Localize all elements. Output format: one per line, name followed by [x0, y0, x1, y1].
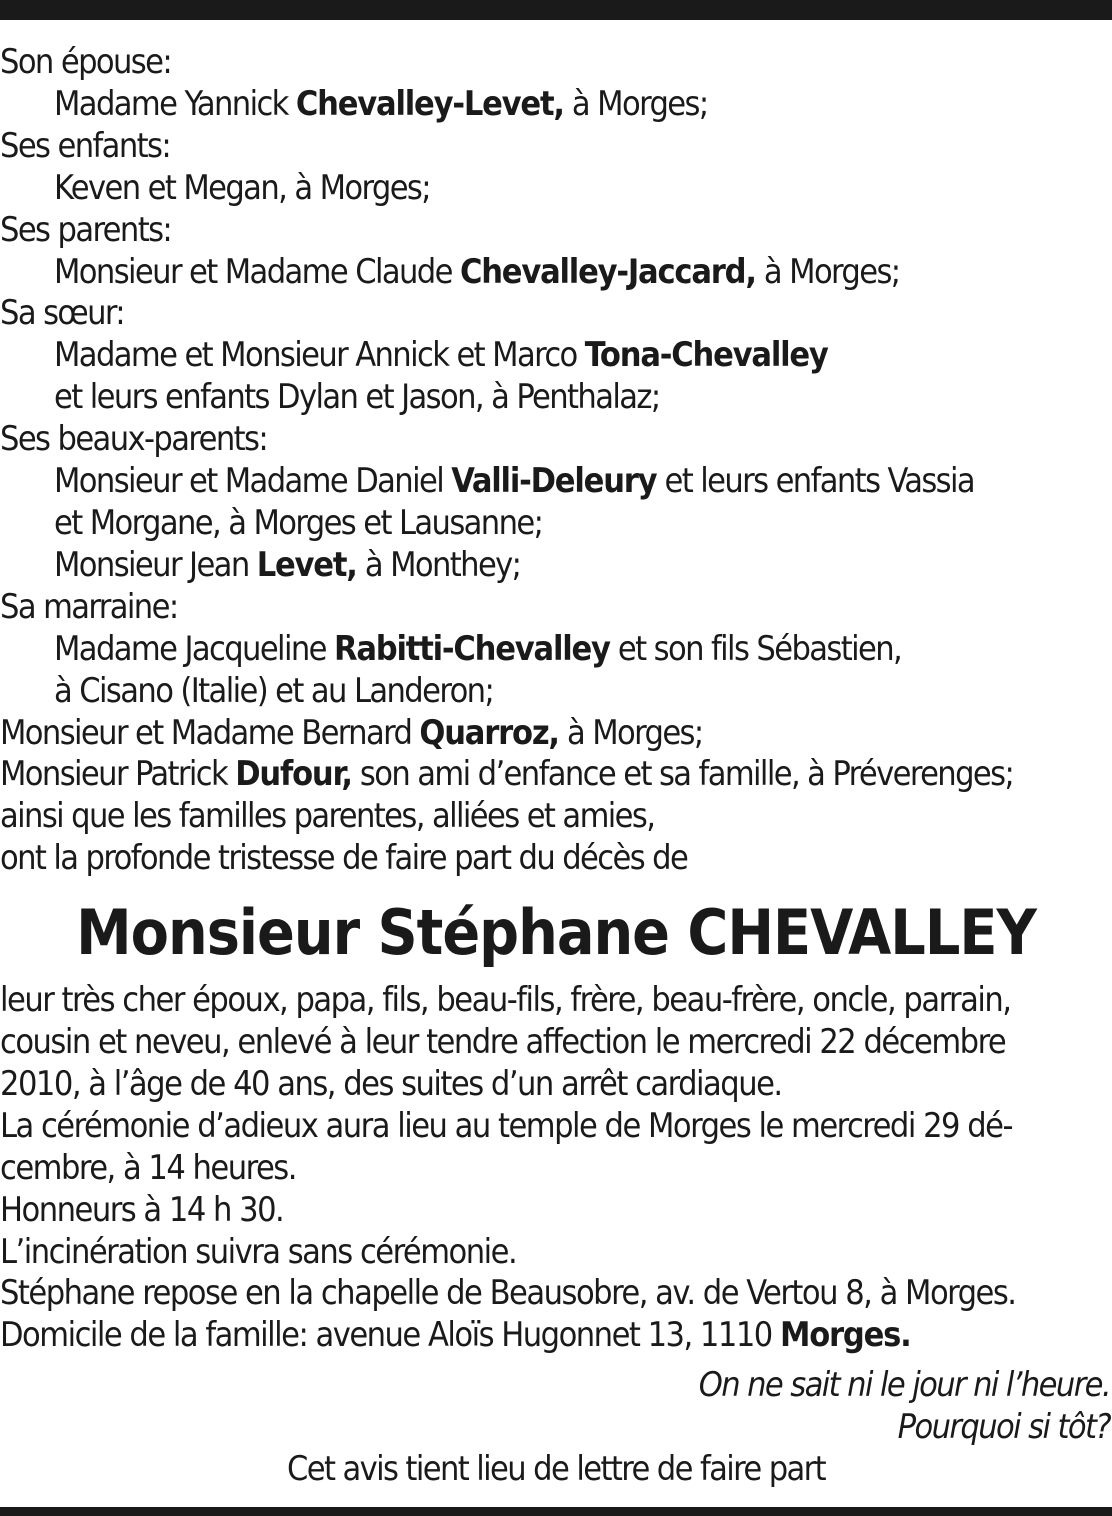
- children-label: Ses enfants:: [0, 125, 171, 166]
- body-line: leur très cher époux, papa, fils, beau-fils, frère, beau-frère, oncle, parrain,: [0, 980, 1011, 1021]
- body-line: Honneurs à 14 h 30.: [0, 1189, 284, 1230]
- body-line: Stéphane repose en la chapelle de Beausobre, av. de Vertou 8, à Morges.: [0, 1273, 1016, 1314]
- parents-name: Chevalley-Jaccard,: [459, 251, 756, 292]
- spouse-name: Chevalley-Levet,: [295, 83, 564, 124]
- domicile-line: Domicile de la famille: avenue Aloïs Hugonnet 13, 1110 Morges.: [0, 1315, 911, 1356]
- body-line: cembre, à 14 heures.: [0, 1147, 296, 1188]
- top-rule: [0, 0, 1112, 20]
- quarroz-name: Quarroz,: [419, 712, 559, 753]
- quote-line-1: On ne sait ni le jour ni l’heure.: [698, 1365, 1110, 1406]
- inlaws-name-1: Valli-Deleury: [451, 461, 657, 502]
- inlaws-name-2: Levet,: [256, 544, 357, 585]
- inlaws-entry-2: Monsieur Jean Levet, à Monthey;: [54, 544, 521, 585]
- announce-line: ont la profonde tristesse de faire part du décès de: [0, 838, 688, 879]
- footer-note: Cet avis tient lieu de lettre de faire part: [286, 1449, 826, 1490]
- sister-entry-cont: et leurs enfants Dylan et Jason, à Penthalaz;: [54, 377, 660, 418]
- sister-label: Sa sœur:: [0, 293, 124, 334]
- inlaws-label: Ses beaux-parents:: [0, 419, 268, 460]
- deceased-name: Monsieur Stéphane CHEVALLEY: [76, 896, 1036, 970]
- obituary-notice: [0, 42, 1112, 1491]
- sister-name: Tona-Chevalley: [584, 335, 828, 376]
- others-line: ainsi que les familles parentes, alliées et amies,: [0, 796, 655, 837]
- dufour-name: Dufour,: [235, 754, 352, 795]
- parents-label: Ses parents:: [0, 209, 172, 250]
- body-line: cousin et neveu, enlevé à leur tendre affection le mercredi 22 décembre: [0, 1022, 1006, 1063]
- godmother-entry: Madame Jacqueline Rabitti-Chevalley et son fils Sébastien,: [54, 628, 902, 669]
- quarroz-entry: Monsieur et Madame Bernard Quarroz, à Morges;: [0, 712, 703, 753]
- godmother-name: Rabitti-Chevalley: [334, 628, 610, 669]
- quote-line-2: Pourquoi si tôt?: [897, 1407, 1110, 1448]
- body-line: 2010, à l’âge de 40 ans, des suites d’un arrêt cardiaque.: [0, 1063, 782, 1104]
- spouse-label: Son épouse:: [0, 42, 172, 82]
- notice-body: [0, 980, 1112, 1357]
- spouse-entry: Madame Yannick Chevalley-Levet, à Morges;: [54, 83, 708, 124]
- children-entry: Keven et Megan, à Morges;: [54, 167, 430, 208]
- body-line: La cérémonie d’adieux aura lieu au temple de Morges le mercredi 29 dé-: [0, 1105, 1012, 1146]
- bottom-rule: [0, 1507, 1112, 1516]
- godmother-entry-cont: à Cisano (Italie) et au Landeron;: [54, 670, 494, 711]
- parents-entry: Monsieur et Madame Claude Chevalley-Jaccard, à Morges;: [54, 251, 900, 292]
- inlaws-entry-1: Monsieur et Madame Daniel Valli-Deleury et leurs enfants Vassia: [54, 461, 975, 502]
- dufour-entry: Monsieur Patrick Dufour, son ami d’enfance et sa famille, à Préverenges;: [0, 754, 1014, 795]
- sister-entry: Madame et Monsieur Annick et Marco Tona-Chevalley: [54, 335, 828, 376]
- body-line: L’incinération suivra sans cérémonie.: [0, 1231, 517, 1272]
- godmother-label: Sa marraine:: [0, 586, 178, 627]
- domicile-city: Morges.: [779, 1315, 911, 1356]
- inlaws-entry-1-cont: et Morgane, à Morges et Lausanne;: [54, 502, 543, 543]
